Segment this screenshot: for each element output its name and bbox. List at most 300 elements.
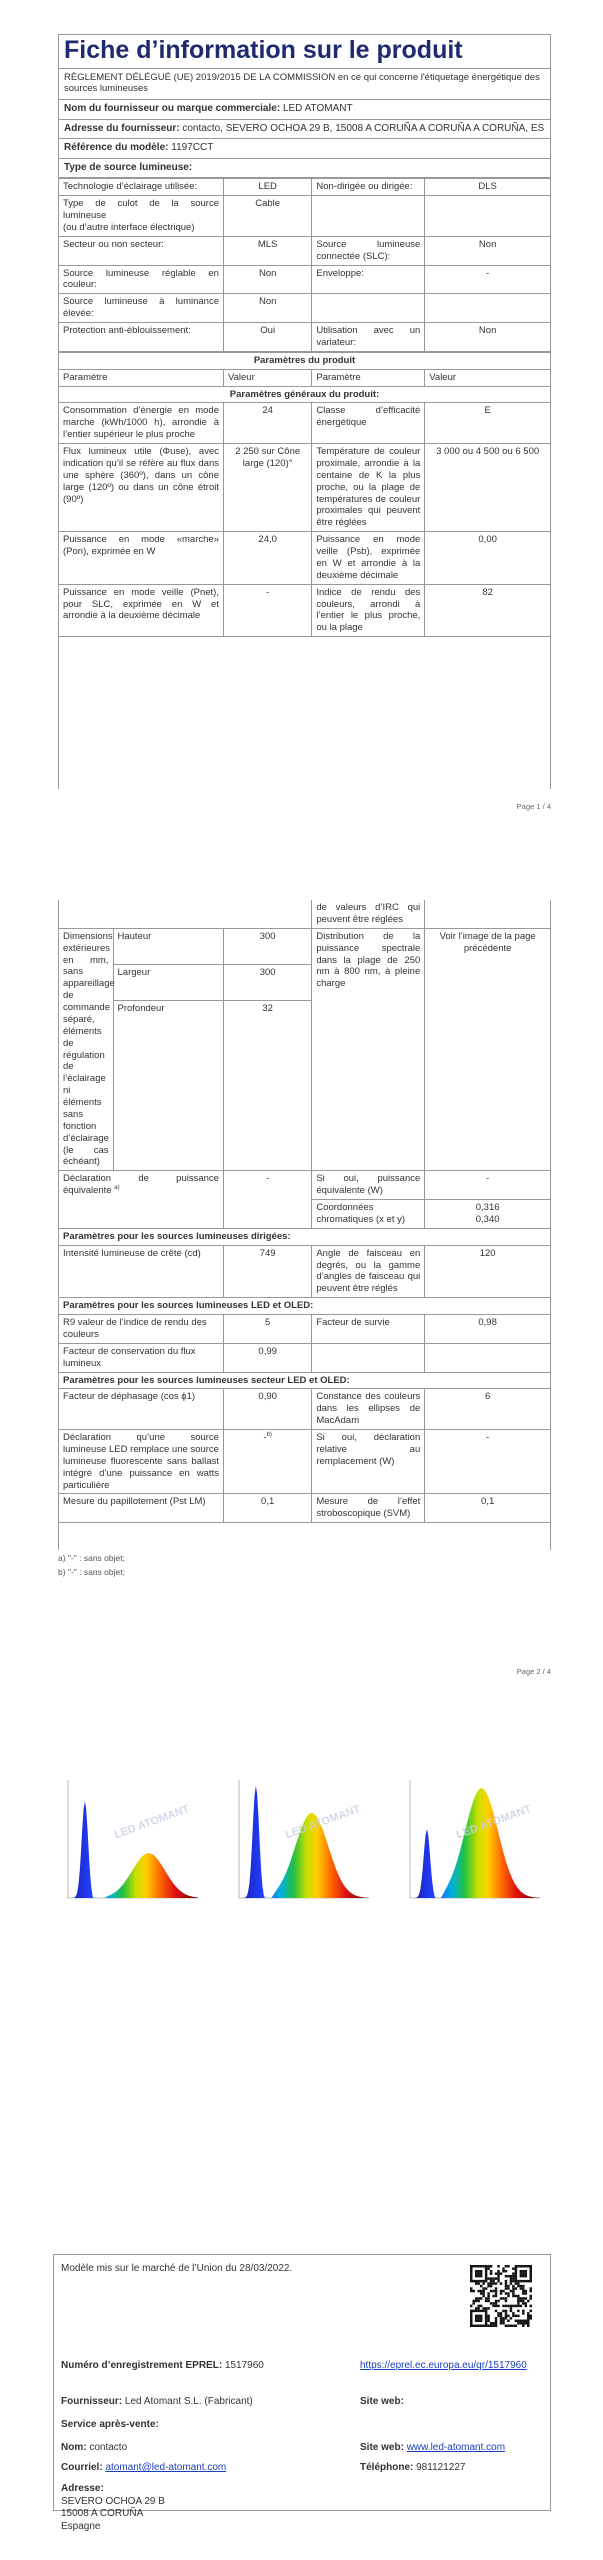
qr-module	[470, 2312, 472, 2314]
qr-module	[520, 2322, 522, 2324]
spectrum-chart-2	[229, 1770, 379, 1910]
qr-module	[485, 2307, 487, 2309]
dim-name: Profondeur	[113, 1001, 223, 1171]
footnote-b: b) "-" : sans objet;	[58, 1566, 125, 1577]
qr-module	[480, 2285, 482, 2287]
general-param-row	[59, 444, 550, 532]
qr-module	[470, 2315, 472, 2317]
led-heading: Paramètres pour les sources lumineuses LED et OLED:	[59, 1298, 550, 1315]
param-value: -	[223, 584, 311, 637]
qr-module	[515, 2282, 517, 2284]
qr-module	[487, 2325, 489, 2327]
qr-module	[510, 2290, 512, 2292]
param-value: 24,0	[223, 532, 311, 585]
qr-module	[482, 2295, 484, 2297]
qr-module	[505, 2280, 507, 2282]
qr-module	[477, 2280, 479, 2282]
product-params-heading: Paramètres du produit	[59, 352, 550, 369]
qr-module	[505, 2265, 507, 2267]
stroboscopic-label: Mesure de l’effet stroboscopique (SVM)	[312, 1494, 425, 1523]
source-type-row	[59, 323, 550, 352]
param-label: Source lumineuse connectée (SLC):	[312, 236, 425, 265]
qr-module	[515, 2295, 517, 2297]
cri-continued: de valeurs d’IRC qui peuvent être réglées	[312, 900, 425, 928]
param-value: Oui	[223, 323, 311, 352]
qr-module	[477, 2282, 479, 2284]
qr-module	[505, 2275, 507, 2277]
qr-module	[515, 2305, 517, 2307]
qr-module	[495, 2322, 497, 2324]
qr-module	[500, 2322, 502, 2324]
qr-module	[525, 2320, 527, 2322]
qr-module	[500, 2320, 502, 2322]
param-value: 0,00	[425, 532, 550, 585]
qr-module	[497, 2300, 499, 2302]
qr-module	[472, 2280, 474, 2282]
qr-module	[470, 2277, 472, 2279]
qr-module	[477, 2290, 479, 2292]
qr-code-icon[interactable]	[470, 2265, 532, 2327]
param-value: E	[425, 403, 550, 444]
qr-module	[487, 2265, 489, 2267]
qr-module	[507, 2285, 509, 2287]
qr-module	[525, 2302, 527, 2304]
qr-module	[485, 2322, 487, 2324]
supplier-row: Fournisseur: Led Atomant S.L. (Fabricant)	[61, 2396, 253, 2407]
qr-module	[530, 2265, 532, 2267]
qr-module	[487, 2297, 489, 2299]
qr-module	[485, 2325, 487, 2327]
qr-module	[505, 2300, 507, 2302]
regulation-text: RÈGLEMENT DÉLÉGUÉ (UE) 2019/2015 DE LA COMMISSION en ce qui concerne l'étiquetage énergétique des sources lumineuses	[59, 69, 550, 101]
qr-module	[512, 2325, 514, 2327]
qr-module	[505, 2305, 507, 2307]
qr-module	[492, 2277, 494, 2279]
qr-module	[512, 2305, 514, 2307]
qr-module	[530, 2310, 532, 2312]
qr-module	[517, 2280, 519, 2282]
qr-module	[485, 2317, 487, 2319]
qr-module	[475, 2310, 477, 2312]
qr-module	[480, 2272, 482, 2274]
qr-module	[505, 2315, 507, 2317]
general-param-row	[59, 403, 550, 444]
qr-module	[525, 2270, 527, 2272]
supplier-value: Led Atomant S.L. (Fabricant)	[124, 2396, 253, 2407]
qr-module	[482, 2310, 484, 2312]
qr-module	[512, 2315, 514, 2317]
qr-module	[515, 2325, 517, 2327]
qr-module	[485, 2287, 487, 2289]
qr-module	[530, 2270, 532, 2272]
name-value: contacto	[89, 2442, 128, 2453]
qr-module	[530, 2280, 532, 2282]
qr-module	[505, 2325, 507, 2327]
qr-module	[477, 2307, 479, 2309]
qr-module	[497, 2275, 499, 2277]
qr-module	[470, 2267, 472, 2269]
qr-module	[470, 2320, 472, 2322]
equiv-label: Déclaration de puissance équivalente $^{a)}$	[59, 1171, 223, 1229]
qr-module	[530, 2290, 532, 2292]
qr-module	[492, 2305, 494, 2307]
qr-module	[515, 2287, 517, 2289]
qr-module	[510, 2310, 512, 2312]
qr-module	[477, 2305, 479, 2307]
flux-maint-label: Facteur de conservation du flux lumineux	[59, 1343, 223, 1372]
page-2	[58, 900, 551, 1550]
qr-module	[485, 2275, 487, 2277]
qr-module	[495, 2292, 497, 2294]
r9-label: R9 valeur de l’indice de rendu des couleurs	[59, 1315, 223, 1344]
qr-module	[517, 2302, 519, 2304]
qr-module	[510, 2282, 512, 2284]
equiv-w-value: -	[425, 1171, 550, 1200]
qr-module	[485, 2297, 487, 2299]
qr-module	[527, 2322, 529, 2324]
qr-module	[520, 2320, 522, 2322]
address-row	[59, 120, 550, 140]
qr-module	[475, 2275, 477, 2277]
qr-module	[492, 2295, 494, 2297]
qr-module	[470, 2325, 472, 2327]
qr-module	[497, 2280, 499, 2282]
qr-module	[472, 2302, 474, 2304]
qr-module	[487, 2320, 489, 2322]
qr-module	[512, 2275, 514, 2277]
address-block: Adresse: SEVERO OCHOA 29 B 15008 A CORUÑA Espagne	[61, 2483, 165, 2532]
param-label: Secteur ou non secteur:	[59, 236, 223, 265]
qr-module	[502, 2290, 504, 2292]
qr-module	[512, 2295, 514, 2297]
qr-module	[517, 2295, 519, 2297]
equiv-value: -	[223, 1171, 311, 1229]
qr-module	[495, 2272, 497, 2274]
qr-module	[505, 2282, 507, 2284]
qr-module	[505, 2312, 507, 2314]
qr-module	[490, 2322, 492, 2324]
qr-module	[517, 2320, 519, 2322]
site-row: Site web: www.led-atomant.com	[360, 2442, 506, 2453]
qr-module	[530, 2317, 532, 2319]
qr-module	[505, 2310, 507, 2312]
qr-module	[497, 2277, 499, 2279]
qr-module	[512, 2280, 514, 2282]
param-value: LED	[223, 179, 311, 196]
qr-module	[527, 2317, 529, 2319]
qr-module	[527, 2300, 529, 2302]
col-value: Valeur	[425, 369, 550, 386]
qr-module	[527, 2320, 529, 2322]
qr-module	[487, 2307, 489, 2309]
qr-module	[507, 2265, 509, 2267]
chroma-label: Coordonnées chromatiques (x et y)	[312, 1200, 425, 1229]
survival-label: Facteur de survie	[312, 1315, 425, 1344]
qr-module	[520, 2285, 522, 2287]
param-label: Puissance en mode veille (Pnet), pour SLC, exprimée en W et arrondie à la deuxième décimale	[59, 584, 223, 637]
param-value: 2 250 sur Cône large (120)°	[223, 444, 311, 532]
general-params-heading: Paramètres généraux du produit:	[59, 386, 550, 403]
name-row: Nom: contacto	[61, 2442, 128, 2453]
email-link[interactable]: atomant@led-atomant.com	[105, 2462, 227, 2473]
source-type-row	[59, 196, 550, 237]
qr-module	[520, 2305, 522, 2307]
model-label: Référence du modèle:	[64, 142, 169, 154]
qr-module	[482, 2287, 484, 2289]
qr-module	[495, 2282, 497, 2284]
qr-module	[520, 2265, 522, 2267]
spectrum-curve	[410, 1788, 540, 1898]
qr-module	[485, 2280, 487, 2282]
qr-module	[470, 2275, 472, 2277]
qr-module	[490, 2302, 492, 2304]
qr-module	[517, 2305, 519, 2307]
qr-module	[487, 2292, 489, 2294]
qr-module	[485, 2270, 487, 2272]
param-value: Cable	[223, 196, 311, 237]
replace-w-label: Si oui, déclaration relative au remplacement (W)	[312, 1430, 425, 1494]
qr-module	[475, 2315, 477, 2317]
param-value	[425, 196, 550, 237]
qr-module	[530, 2267, 532, 2269]
param-label	[312, 294, 425, 323]
qr-module	[477, 2320, 479, 2322]
qr-module	[522, 2285, 524, 2287]
macadam-value: 6	[425, 1389, 550, 1430]
qr-module	[490, 2280, 492, 2282]
qr-module	[502, 2267, 504, 2269]
qr-module	[495, 2290, 497, 2292]
peak-label: Intensité lumineuse de crête (cd)	[59, 1245, 223, 1298]
qr-module	[472, 2310, 474, 2312]
model-value: 1197CCT	[171, 142, 214, 154]
qr-module	[475, 2307, 477, 2309]
qr-module	[480, 2265, 482, 2267]
qr-module	[495, 2310, 497, 2312]
source-type-row	[59, 294, 550, 323]
qr-module	[515, 2315, 517, 2317]
qr-module	[505, 2317, 507, 2319]
supplier-row	[59, 100, 550, 120]
qr-module	[492, 2302, 494, 2304]
param-label: Enveloppe:	[312, 265, 425, 294]
param-label: Non-dirigée ou dirigée:	[312, 179, 425, 196]
qr-module	[530, 2305, 532, 2307]
param-value: -	[425, 265, 550, 294]
supplier-value: LED ATOMANT	[282, 103, 353, 115]
qr-module	[480, 2280, 482, 2282]
qr-module	[470, 2272, 472, 2274]
dim-value: 300	[223, 928, 311, 964]
qr-module	[510, 2280, 512, 2282]
qr-module	[482, 2292, 484, 2294]
address-value: contacto, SEVERO OCHOA 29 B, 15008 A CORUÑA A CORUÑA A CORUÑA, ES	[182, 122, 545, 134]
qr-module	[487, 2267, 489, 2269]
qr-module	[522, 2312, 524, 2314]
param-label: Classe d’efficacité énergétique	[312, 403, 425, 444]
param-label: Technologie d’éclairage utilisée:	[59, 179, 223, 196]
qr-module	[522, 2287, 524, 2289]
qr-module	[520, 2272, 522, 2274]
survival-value: 0,98	[425, 1315, 550, 1344]
param-label: Source lumineuse à luminance élevée:	[59, 294, 223, 323]
email-row: Courriel: atomant@led-atomant.com	[61, 2462, 227, 2473]
qr-module	[482, 2325, 484, 2327]
param-value: Non	[223, 265, 311, 294]
website-label: Site web:	[360, 2396, 404, 2407]
qr-module	[520, 2275, 522, 2277]
qr-module	[480, 2317, 482, 2319]
qr-module	[517, 2282, 519, 2284]
qr-module	[527, 2325, 529, 2327]
qr-module	[485, 2320, 487, 2322]
param-label: Flux lumineux utile (Φuse), avec indication qu’il se réfère au flux dans une sphère (360º), dans un cône large (120º) ou dans un cône étroit (90º)	[59, 444, 223, 532]
qr-module	[512, 2285, 514, 2287]
qr-module	[495, 2317, 497, 2319]
qr-module	[477, 2310, 479, 2312]
param-label: Température de couleur proximale, arrondie à la centaine de K la plus proche, ou la plage de températures de couleur proximales qui peuvent être réglées	[312, 444, 425, 532]
qr-module	[490, 2265, 492, 2267]
qr-module	[500, 2297, 502, 2299]
qr-module	[507, 2320, 509, 2322]
qr-module	[487, 2285, 489, 2287]
source-type-row	[59, 236, 550, 265]
qr-module	[515, 2320, 517, 2322]
eprel-link[interactable]: https://eprel.ec.europa.eu/qr/1517960	[360, 2360, 527, 2371]
qr-module	[515, 2275, 517, 2277]
qr-module	[487, 2295, 489, 2297]
param-value: DLS	[425, 179, 550, 196]
qr-module	[477, 2300, 479, 2302]
qr-module	[510, 2307, 512, 2309]
qr-module	[470, 2280, 472, 2282]
qr-module	[487, 2277, 489, 2279]
qr-module	[490, 2282, 492, 2284]
qr-module	[495, 2295, 497, 2297]
qr-module	[522, 2270, 524, 2272]
qr-module	[480, 2315, 482, 2317]
col-param: Paramètre	[59, 369, 223, 386]
qr-module	[480, 2270, 482, 2272]
qr-module	[520, 2300, 522, 2302]
qr-module	[520, 2287, 522, 2289]
supplier-label: Nom du fournisseur ou marque commerciale:	[64, 103, 281, 115]
qr-module	[527, 2280, 529, 2282]
qr-module	[477, 2270, 479, 2272]
param-value	[425, 294, 550, 323]
qr-module	[495, 2300, 497, 2302]
qr-module	[487, 2315, 489, 2317]
qr-module	[475, 2300, 477, 2302]
source-type-row	[59, 179, 550, 196]
qr-module	[517, 2322, 519, 2324]
qr-module	[530, 2272, 532, 2274]
spectrum-curve	[239, 1786, 369, 1898]
qr-module	[525, 2305, 527, 2307]
page-4	[53, 2254, 551, 2532]
page-1	[58, 34, 551, 789]
qr-module	[522, 2300, 524, 2302]
qr-module	[495, 2287, 497, 2289]
phone-row: Téléphone: 981121227	[360, 2462, 466, 2473]
qr-module	[502, 2297, 504, 2299]
qr-module	[525, 2272, 527, 2274]
macadam-label: Constance des couleurs dans les ellipses de MacAdam	[312, 1389, 425, 1430]
qr-module	[485, 2277, 487, 2279]
qr-module	[485, 2310, 487, 2312]
qr-module	[475, 2297, 477, 2299]
qr-module	[495, 2277, 497, 2279]
qr-module	[480, 2320, 482, 2322]
qr-module	[480, 2297, 482, 2299]
qr-module	[492, 2282, 494, 2284]
param-value: 82	[425, 584, 550, 637]
qr-module	[495, 2320, 497, 2322]
qr-module	[487, 2317, 489, 2319]
qr-module	[507, 2295, 509, 2297]
qr-module	[500, 2290, 502, 2292]
qr-module	[502, 2322, 504, 2324]
page-number: Page 1 / 4	[516, 802, 551, 811]
qr-module	[515, 2270, 517, 2272]
dim-name: Hauteur	[113, 928, 223, 964]
dim-value: 300	[223, 965, 311, 1001]
qr-module	[510, 2317, 512, 2319]
qr-module	[520, 2280, 522, 2282]
qr-module	[497, 2265, 499, 2267]
address-label: Adresse du fournisseur:	[64, 122, 180, 134]
qr-module	[477, 2275, 479, 2277]
qr-module	[527, 2315, 529, 2317]
qr-module	[492, 2325, 494, 2327]
qr-module	[507, 2292, 509, 2294]
qr-module	[517, 2297, 519, 2299]
param-label: Type de culot de la source lumineuse (ou d’autre interface électrique)	[59, 196, 223, 237]
qr-module	[500, 2317, 502, 2319]
param-value: Non	[425, 236, 550, 265]
flicker-label: Mesure du papillotement (Pst LM)	[59, 1494, 223, 1523]
qr-module	[530, 2315, 532, 2317]
qr-module	[497, 2305, 499, 2307]
qr-module	[522, 2272, 524, 2274]
equiv-w-label: Si oui, puissance équivalente (W)	[312, 1171, 425, 1200]
qr-module	[500, 2272, 502, 2274]
qr-module	[517, 2315, 519, 2317]
eprel-value: 1517960	[224, 2360, 264, 2371]
qr-module	[490, 2272, 492, 2274]
site-link[interactable]: www.led-atomant.com	[406, 2442, 506, 2453]
qr-module	[485, 2315, 487, 2317]
qr-module	[492, 2322, 494, 2324]
qr-module	[497, 2272, 499, 2274]
qr-module	[470, 2317, 472, 2319]
beam-label: Angle de faisceau en degrés, ou la gamme d’angles de faisceau qui peuvent être réglés	[312, 1245, 425, 1298]
qr-module	[522, 2310, 524, 2312]
qr-module	[502, 2310, 504, 2312]
qr-module	[512, 2292, 514, 2294]
source-type-heading: Type de source lumineuse:	[59, 159, 550, 179]
market-text: Modèle mis sur le marché de l’Union du 28/03/2022.	[61, 2263, 293, 2274]
qr-module	[517, 2265, 519, 2267]
qr-module	[475, 2272, 477, 2274]
qr-module	[490, 2325, 492, 2327]
qr-module	[505, 2287, 507, 2289]
mains-heading: Paramètres pour les sources lumineuses secteur LED et OLED:	[59, 1372, 550, 1389]
qr-module	[525, 2275, 527, 2277]
qr-module	[522, 2275, 524, 2277]
qr-module	[475, 2270, 477, 2272]
qr-module	[515, 2265, 517, 2267]
